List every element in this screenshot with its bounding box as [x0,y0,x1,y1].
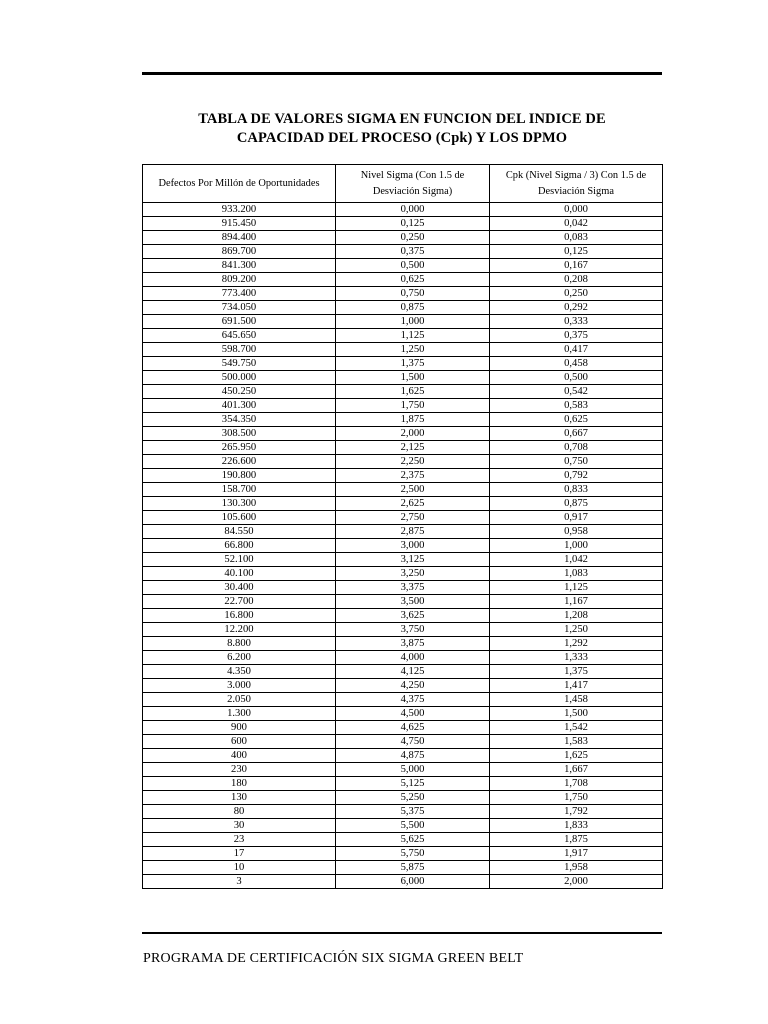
cell-sigma-level: 0,625 [336,273,490,287]
table-row [143,329,663,343]
cell-cpk: 1,500 [490,707,663,721]
header-sigma-level: Nivel Sigma (Con 1.5 de Desviación Sigma) [336,165,490,203]
cell-cpk: 0,500 [490,371,663,385]
cell-sigma-level: 4,500 [336,707,490,721]
cell-dpmo: 22.700 [143,595,336,609]
cell-dpmo: 400 [143,749,336,763]
cell-sigma-level: 4,375 [336,693,490,707]
cell-dpmo: 130.300 [143,497,336,511]
cell-dpmo: 841.300 [143,259,336,273]
table-row [143,483,663,497]
cell-cpk: 0,000 [490,203,663,217]
cell-cpk: 1,958 [490,861,663,875]
cell-sigma-level: 2,375 [336,469,490,483]
cell-dpmo: 6.200 [143,651,336,665]
cell-dpmo: 401.300 [143,399,336,413]
cell-cpk: 1,208 [490,609,663,623]
cell-cpk: 0,333 [490,315,663,329]
cell-cpk: 1,292 [490,637,663,651]
cell-dpmo: 809.200 [143,273,336,287]
cell-dpmo: 894.400 [143,231,336,245]
sigma-values-table [142,164,663,889]
cell-sigma-level: 0,875 [336,301,490,315]
table-row [143,315,663,329]
cell-dpmo: 10 [143,861,336,875]
cell-cpk: 0,708 [490,441,663,455]
cell-dpmo: 869.700 [143,245,336,259]
cell-cpk: 1,750 [490,791,663,805]
table-row [143,665,663,679]
cell-cpk: 0,292 [490,301,663,315]
cell-dpmo: 158.700 [143,483,336,497]
cell-cpk: 1,708 [490,777,663,791]
cell-cpk: 0,833 [490,483,663,497]
cell-sigma-level: 0,375 [336,245,490,259]
cell-sigma-level: 4,875 [336,749,490,763]
cell-sigma-level: 4,000 [336,651,490,665]
cell-dpmo: 105.600 [143,511,336,525]
cell-dpmo: 8.800 [143,637,336,651]
table-body [143,203,663,889]
cell-dpmo: 84.550 [143,525,336,539]
table-row [143,651,663,665]
cell-dpmo: 226.600 [143,455,336,469]
cell-cpk: 0,875 [490,497,663,511]
cell-sigma-level: 5,625 [336,833,490,847]
cell-sigma-level: 3,125 [336,553,490,567]
table-row [143,735,663,749]
cell-sigma-level: 2,875 [336,525,490,539]
cell-sigma-level: 5,000 [336,763,490,777]
cell-cpk: 1,458 [490,693,663,707]
cell-cpk: 0,375 [490,329,663,343]
cell-sigma-level: 2,500 [336,483,490,497]
cell-cpk: 0,917 [490,511,663,525]
cell-dpmo: 915.450 [143,217,336,231]
cell-sigma-level: 1,625 [336,385,490,399]
cell-dpmo: 80 [143,805,336,819]
cell-cpk: 1,875 [490,833,663,847]
cell-cpk: 0,625 [490,413,663,427]
table-row [143,525,663,539]
cell-cpk: 1,625 [490,749,663,763]
table-row [143,679,663,693]
cell-dpmo: 23 [143,833,336,847]
cell-sigma-level: 1,375 [336,357,490,371]
cell-dpmo: 190.800 [143,469,336,483]
cell-cpk: 0,167 [490,259,663,273]
table-row [143,847,663,861]
cell-cpk: 1,542 [490,721,663,735]
cell-sigma-level: 1,125 [336,329,490,343]
cell-sigma-level: 4,625 [336,721,490,735]
table-row [143,721,663,735]
cell-dpmo: 1.300 [143,707,336,721]
table-row [143,455,663,469]
table-row [143,567,663,581]
table-header-row [143,165,663,203]
table-row [143,399,663,413]
cell-dpmo: 4.350 [143,665,336,679]
table-row [143,371,663,385]
cell-sigma-level: 4,250 [336,679,490,693]
cell-sigma-level: 0,500 [336,259,490,273]
cell-sigma-level: 3,875 [336,637,490,651]
cell-sigma-level: 1,250 [336,343,490,357]
cell-sigma-level: 5,750 [336,847,490,861]
title-line-1: TABLA DE VALORES SIGMA EN FUNCION DEL INDICE DE [198,111,606,127]
cell-sigma-level: 3,250 [336,567,490,581]
table-row [143,707,663,721]
cell-dpmo: 40.100 [143,567,336,581]
page-footer: PROGRAMA DE CERTIFICACIÓN SIX SIGMA GREEN BELT [143,951,524,966]
cell-sigma-level: 0,750 [336,287,490,301]
cell-dpmo: 645.650 [143,329,336,343]
cell-dpmo: 691.500 [143,315,336,329]
cell-cpk: 1,000 [490,539,663,553]
cell-sigma-level: 5,500 [336,819,490,833]
cell-sigma-level: 1,500 [336,371,490,385]
cell-cpk: 0,083 [490,231,663,245]
top-rule [142,72,662,75]
table-row [143,539,663,553]
cell-cpk: 1,833 [490,819,663,833]
cell-dpmo: 12.200 [143,623,336,637]
cell-dpmo: 3.000 [143,679,336,693]
table-row [143,301,663,315]
cell-dpmo: 734.050 [143,301,336,315]
table-row [143,259,663,273]
cell-sigma-level: 5,875 [336,861,490,875]
cell-cpk: 1,167 [490,595,663,609]
cell-dpmo: 308.500 [143,427,336,441]
cell-sigma-level: 2,625 [336,497,490,511]
cell-dpmo: 16.800 [143,609,336,623]
table-row [143,819,663,833]
cell-dpmo: 354.350 [143,413,336,427]
table-row [143,833,663,847]
cell-cpk: 1,583 [490,735,663,749]
cell-cpk: 1,375 [490,665,663,679]
table-row [143,343,663,357]
cell-dpmo: 3 [143,875,336,889]
cell-dpmo: 2.050 [143,693,336,707]
cell-cpk: 1,083 [490,567,663,581]
table-row [143,385,663,399]
cell-dpmo: 230 [143,763,336,777]
cell-cpk: 1,917 [490,847,663,861]
cell-cpk: 0,583 [490,399,663,413]
header-dpmo: Defectos Por Millón de Oportunidades [143,165,336,203]
cell-dpmo: 549.750 [143,357,336,371]
title-line-2: CAPACIDAD DEL PROCESO (Cpk) Y LOS DPMO [236,130,568,146]
cell-sigma-level: 2,750 [336,511,490,525]
table-row [143,861,663,875]
cell-sigma-level: 2,125 [336,441,490,455]
cell-sigma-level: 3,500 [336,595,490,609]
cell-sigma-level: 1,875 [336,413,490,427]
table-row [143,805,663,819]
cell-cpk: 0,792 [490,469,663,483]
cell-cpk: 0,417 [490,343,663,357]
cell-dpmo: 500.000 [143,371,336,385]
table-row [143,203,663,217]
cell-cpk: 1,333 [490,651,663,665]
document-title [142,110,662,148]
cell-cpk: 0,208 [490,273,663,287]
table-row [143,469,663,483]
cell-dpmo: 30 [143,819,336,833]
cell-sigma-level: 3,750 [336,623,490,637]
cell-cpk: 1,792 [490,805,663,819]
table-row [143,637,663,651]
table-row [143,763,663,777]
table-row [143,595,663,609]
cell-cpk: 0,125 [490,245,663,259]
table-row [143,287,663,301]
cell-sigma-level: 1,000 [336,315,490,329]
table-row [143,413,663,427]
cell-sigma-level: 3,000 [336,539,490,553]
cell-sigma-level: 3,375 [336,581,490,595]
cell-dpmo: 773.400 [143,287,336,301]
cell-sigma-level: 2,250 [336,455,490,469]
cell-cpk: 0,542 [490,385,663,399]
cell-cpk: 0,667 [490,427,663,441]
table-row [143,357,663,371]
cell-dpmo: 598.700 [143,343,336,357]
cell-dpmo: 180 [143,777,336,791]
cell-sigma-level: 5,125 [336,777,490,791]
cell-sigma-level: 0,000 [336,203,490,217]
cell-sigma-level: 4,125 [336,665,490,679]
cell-dpmo: 52.100 [143,553,336,567]
bottom-rule [142,932,662,934]
cell-sigma-level: 2,000 [336,427,490,441]
cell-dpmo: 30.400 [143,581,336,595]
cell-cpk: 1,125 [490,581,663,595]
cell-sigma-level: 4,750 [336,735,490,749]
cell-cpk: 0,250 [490,287,663,301]
table-row [143,777,663,791]
table-row [143,273,663,287]
table-row [143,693,663,707]
cell-dpmo: 933.200 [143,203,336,217]
table-row [143,609,663,623]
cell-dpmo: 66.800 [143,539,336,553]
cell-dpmo: 17 [143,847,336,861]
table-row [143,217,663,231]
cell-cpk: 2,000 [490,875,663,889]
table-row [143,497,663,511]
cell-cpk: 0,458 [490,357,663,371]
cell-dpmo: 900 [143,721,336,735]
table-row [143,791,663,805]
cell-sigma-level: 5,375 [336,805,490,819]
table-row [143,231,663,245]
cell-sigma-level: 0,250 [336,231,490,245]
cell-cpk: 0,750 [490,455,663,469]
table-row [143,427,663,441]
header-cpk: Cpk (Nivel Sigma / 3) Con 1.5 de Desviación Sigma [490,165,663,203]
table-row [143,581,663,595]
cell-dpmo: 600 [143,735,336,749]
cell-sigma-level: 3,625 [336,609,490,623]
cell-sigma-level: 6,000 [336,875,490,889]
cell-dpmo: 265.950 [143,441,336,455]
table-row [143,245,663,259]
cell-dpmo: 130 [143,791,336,805]
table-row [143,749,663,763]
cell-cpk: 1,417 [490,679,663,693]
table-row [143,553,663,567]
table-row [143,511,663,525]
table-row [143,875,663,889]
cell-cpk: 1,250 [490,623,663,637]
cell-dpmo: 450.250 [143,385,336,399]
cell-sigma-level: 1,750 [336,399,490,413]
cell-cpk: 1,042 [490,553,663,567]
cell-cpk: 1,667 [490,763,663,777]
table-row [143,623,663,637]
cell-cpk: 0,958 [490,525,663,539]
table-row [143,441,663,455]
cell-cpk: 0,042 [490,217,663,231]
cell-sigma-level: 0,125 [336,217,490,231]
cell-sigma-level: 5,250 [336,791,490,805]
